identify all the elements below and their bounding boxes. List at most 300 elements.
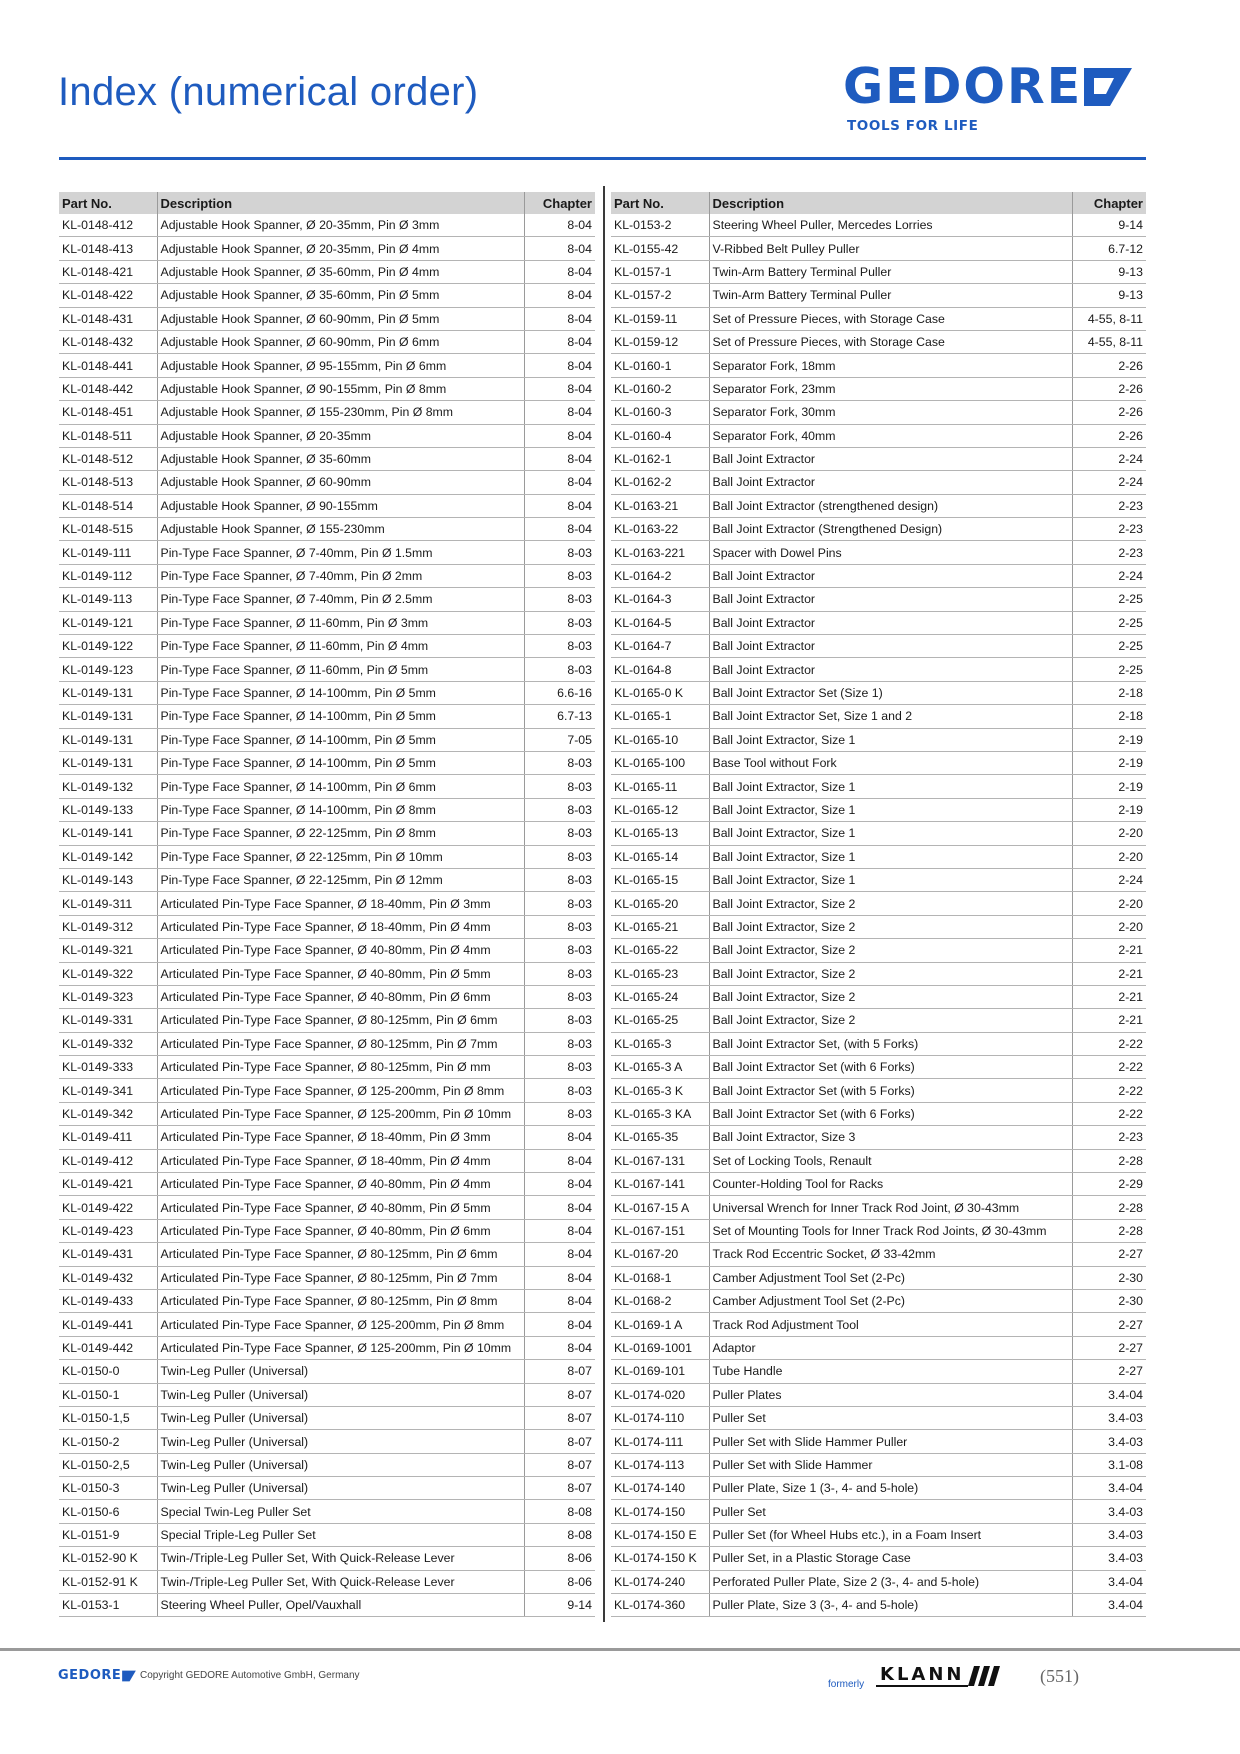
description-cell: Twin-Leg Puller (Universal) [157,1406,524,1429]
part-number-cell: KL-0162-2 [611,471,709,494]
description-cell: Puller Plates [709,1383,1072,1406]
description-cell: Ball Joint Extractor [709,471,1072,494]
part-number-cell: KL-0174-110 [611,1406,709,1429]
chapter-cell: 8-03 [524,658,595,681]
chapter-cell: 2-25 [1072,588,1146,611]
part-number-cell: KL-0169-1001 [611,1336,709,1359]
table-row [59,705,595,728]
chapter-cell: 2-24 [1072,868,1146,891]
chapter-cell: 2-19 [1072,751,1146,774]
part-number-cell: KL-0165-14 [611,845,709,868]
table-row [611,284,1146,307]
table-row [59,1547,595,1570]
part-number-cell: KL-0163-221 [611,541,709,564]
chapter-cell: 8-03 [524,1056,595,1079]
chapter-cell: 2-19 [1072,728,1146,751]
table-row [611,1336,1146,1359]
description-cell: Ball Joint Extractor, Size 2 [709,1009,1072,1032]
description-cell: Ball Joint Extractor [709,588,1072,611]
description-cell: Twin-Leg Puller (Universal) [157,1453,524,1476]
table-row [59,892,595,915]
part-number-cell: KL-0153-1 [59,1594,157,1617]
description-cell: Articulated Pin-Type Face Spanner, Ø 40-80mm, Pin Ø 5mm [157,1196,524,1219]
part-number-cell: KL-0149-331 [59,1009,157,1032]
table-row [59,868,595,891]
description-cell: Ball Joint Extractor, Size 1 [709,728,1072,751]
description-cell: Puller Set with Slide Hammer [709,1453,1072,1476]
part-number-cell: KL-0167-151 [611,1219,709,1242]
part-number-cell: KL-0149-312 [59,915,157,938]
description-cell: Separator Fork, 23mm [709,377,1072,400]
description-cell: Set of Mounting Tools for Inner Track Rod Joints, Ø 30-43mm [709,1219,1072,1242]
description-cell: Twin-Arm Battery Terminal Puller [709,260,1072,283]
part-number-cell: KL-0149-321 [59,939,157,962]
header-part-no: Part No. [59,192,157,214]
chapter-cell: 8-03 [524,915,595,938]
gedore-logo [843,58,1148,134]
part-number-cell: KL-0149-342 [59,1102,157,1125]
table-row [59,915,595,938]
description-cell: Ball Joint Extractor, Size 1 [709,822,1072,845]
description-cell: Pin-Type Face Spanner, Ø 7-40mm, Pin Ø 1.5mm [157,541,524,564]
chapter-cell: 2-23 [1072,494,1146,517]
description-cell: Separator Fork, 18mm [709,354,1072,377]
part-number-cell: KL-0165-24 [611,985,709,1008]
table-row [59,1500,595,1523]
footer-divider [0,1648,1240,1651]
description-cell: Track Rod Adjustment Tool [709,1313,1072,1336]
description-cell: Ball Joint Extractor, Size 3 [709,1126,1072,1149]
chapter-cell: 8-04 [524,1149,595,1172]
description-cell: Ball Joint Extractor [709,564,1072,587]
chapter-cell: 8-03 [524,868,595,891]
chapter-cell: 8-03 [524,1009,595,1032]
part-number-cell: KL-0160-2 [611,377,709,400]
part-number-cell: KL-0150-1 [59,1383,157,1406]
table-row [611,705,1146,728]
chapter-cell: 8-06 [524,1570,595,1593]
table-row [59,424,595,447]
description-cell: Puller Set, in a Plastic Storage Case [709,1547,1072,1570]
description-cell: Set of Locking Tools, Renault [709,1149,1072,1172]
table-row [611,1313,1146,1336]
description-cell: Articulated Pin-Type Face Spanner, Ø 18-40mm, Pin Ø 4mm [157,1149,524,1172]
chapter-cell: 2-28 [1072,1219,1146,1242]
description-cell: Twin-/Triple-Leg Puller Set, With Quick-Release Lever [157,1547,524,1570]
part-number-cell: KL-0167-20 [611,1243,709,1266]
chapter-cell: 8-03 [524,564,595,587]
description-cell: Separator Fork, 40mm [709,424,1072,447]
description-cell: Ball Joint Extractor Set (with 6 Forks) [709,1056,1072,1079]
part-number-cell: KL-0149-422 [59,1196,157,1219]
description-cell: Articulated Pin-Type Face Spanner, Ø 40-80mm, Pin Ø 4mm [157,939,524,962]
table-row [611,1360,1146,1383]
part-number-cell: KL-0149-143 [59,868,157,891]
part-number-cell: KL-0150-6 [59,1500,157,1523]
part-number-cell: KL-0148-514 [59,494,157,517]
table-row [611,1547,1146,1570]
table-row [611,471,1146,494]
description-cell: Adjustable Hook Spanner, Ø 20-35mm, Pin Ø 3mm [157,214,524,237]
description-cell: Articulated Pin-Type Face Spanner, Ø 80-125mm, Pin Ø 7mm [157,1266,524,1289]
table-row [611,1056,1146,1079]
table-row [59,1523,595,1546]
description-cell: Ball Joint Extractor, Size 2 [709,939,1072,962]
description-cell: Articulated Pin-Type Face Spanner, Ø 80-125mm, Pin Ø 8mm [157,1289,524,1312]
table-row [59,845,595,868]
description-cell: Ball Joint Extractor Set, (with 5 Forks) [709,1032,1072,1055]
table-row [611,868,1146,891]
table-row [59,588,595,611]
description-cell: Puller Plate, Size 1 (3-, 4- and 5-hole) [709,1477,1072,1500]
chapter-cell: 2-26 [1072,354,1146,377]
table-row [611,401,1146,424]
table-row [611,588,1146,611]
part-number-cell: KL-0148-451 [59,401,157,424]
part-number-cell: KL-0149-323 [59,985,157,1008]
chapter-cell: 8-03 [524,635,595,658]
copyright-text: Copyright GEDORE Automotive GmbH, Germany [140,1670,360,1681]
description-cell: Articulated Pin-Type Face Spanner, Ø 125-200mm, Pin Ø 8mm [157,1313,524,1336]
chapter-cell: 8-04 [524,424,595,447]
table-row [611,330,1146,353]
part-number-cell: KL-0148-422 [59,284,157,307]
footer-gedore-logo [58,1668,136,1683]
part-number-cell: KL-0157-1 [611,260,709,283]
table-row [59,985,595,1008]
part-number-cell: KL-0149-131 [59,705,157,728]
table-row [611,681,1146,704]
part-number-cell: KL-0149-131 [59,681,157,704]
part-number-cell: KL-0174-113 [611,1453,709,1476]
table-row [611,775,1146,798]
part-number-cell: KL-0150-2 [59,1430,157,1453]
part-number-cell: KL-0165-0 K [611,681,709,704]
table-row [59,518,595,541]
part-number-cell: KL-0165-25 [611,1009,709,1032]
table-row [611,307,1146,330]
chapter-cell: 8-07 [524,1383,595,1406]
chapter-cell: 2-25 [1072,611,1146,634]
chapter-cell: 8-03 [524,892,595,915]
chapter-cell: 8-03 [524,939,595,962]
part-number-cell: KL-0149-412 [59,1149,157,1172]
chapter-cell: 3.4-03 [1072,1523,1146,1546]
chapter-cell: 8-03 [524,775,595,798]
table-row [611,1266,1146,1289]
chapter-cell: 3.1-08 [1072,1453,1146,1476]
description-cell: Track Rod Eccentric Socket, Ø 33-42mm [709,1243,1072,1266]
chapter-cell: 8-04 [524,1289,595,1312]
table-row [59,1173,595,1196]
chapter-cell: 8-04 [524,518,595,541]
table-row [611,260,1146,283]
part-number-cell: KL-0148-421 [59,260,157,283]
table-row [59,1594,595,1617]
table-row [611,1102,1146,1125]
chapter-cell: 8-04 [524,1219,595,1242]
part-number-cell: KL-0149-442 [59,1336,157,1359]
chapter-cell: 2-24 [1072,471,1146,494]
table-row [59,1079,595,1102]
description-cell: Adjustable Hook Spanner, Ø 20-35mm, Pin Ø 4mm [157,237,524,260]
chapter-cell: 2-21 [1072,939,1146,962]
description-cell: Pin-Type Face Spanner, Ø 14-100mm, Pin Ø 6mm [157,775,524,798]
description-cell: Ball Joint Extractor Set, Size 1 and 2 [709,705,1072,728]
description-cell: Articulated Pin-Type Face Spanner, Ø 18-40mm, Pin Ø 3mm [157,1126,524,1149]
chapter-cell: 2-26 [1072,401,1146,424]
description-cell: Pin-Type Face Spanner, Ø 11-60mm, Pin Ø 5mm [157,658,524,681]
part-number-cell: KL-0165-3 KA [611,1102,709,1125]
part-number-cell: KL-0149-333 [59,1056,157,1079]
chapter-cell: 8-04 [524,214,595,237]
chapter-cell: 8-04 [524,354,595,377]
table-row [59,401,595,424]
chapter-cell: 8-04 [524,1266,595,1289]
part-number-cell: KL-0152-90 K [59,1547,157,1570]
table-row [611,1149,1146,1172]
chapter-cell: 6.6-16 [524,681,595,704]
chapter-cell: 8-04 [524,260,595,283]
part-number-cell: KL-0168-1 [611,1266,709,1289]
logo-tagline: TOOLS FOR LIFE [847,118,979,134]
part-number-cell: KL-0149-121 [59,611,157,634]
chapter-cell: 9-14 [1072,214,1146,237]
description-cell: Articulated Pin-Type Face Spanner, Ø 40-80mm, Pin Ø 4mm [157,1173,524,1196]
table-row [59,377,595,400]
description-cell: Articulated Pin-Type Face Spanner, Ø 125-200mm, Pin Ø 10mm [157,1102,524,1125]
description-cell: Ball Joint Extractor, Size 1 [709,868,1072,891]
klann-logo [876,1665,1002,1687]
chapter-cell: 2-20 [1072,915,1146,938]
chapter-cell: 2-23 [1072,541,1146,564]
description-cell: Puller Set [709,1500,1072,1523]
description-cell: Adjustable Hook Spanner, Ø 155-230mm, Pin Ø 8mm [157,401,524,424]
description-cell: Articulated Pin-Type Face Spanner, Ø 125-200mm, Pin Ø 10mm [157,1336,524,1359]
table-row [59,237,595,260]
table-row [611,658,1146,681]
chapter-cell: 3.4-03 [1072,1430,1146,1453]
chapter-cell: 8-03 [524,1102,595,1125]
part-number-cell: KL-0148-512 [59,447,157,470]
description-cell: Pin-Type Face Spanner, Ø 14-100mm, Pin Ø 5mm [157,681,524,704]
table-row [611,447,1146,470]
description-cell: Ball Joint Extractor, Size 2 [709,915,1072,938]
chapter-cell: 2-25 [1072,635,1146,658]
table-row [59,822,595,845]
table-row [59,681,595,704]
part-number-cell: KL-0174-240 [611,1570,709,1593]
part-number-cell: KL-0159-12 [611,330,709,353]
description-cell: Counter-Holding Tool for Racks [709,1173,1072,1196]
part-number-cell: KL-0165-21 [611,915,709,938]
description-cell: Articulated Pin-Type Face Spanner, Ø 80-125mm, Pin Ø mm [157,1056,524,1079]
table-row [59,775,595,798]
header-description: Description [709,192,1072,214]
description-cell: Ball Joint Extractor Set (with 6 Forks) [709,1102,1072,1125]
chapter-cell: 2-19 [1072,775,1146,798]
footer-brand: GEDORE [58,1668,122,1683]
description-cell: Steering Wheel Puller, Mercedes Lorries [709,214,1072,237]
description-cell: Articulated Pin-Type Face Spanner, Ø 125-200mm, Pin Ø 8mm [157,1079,524,1102]
part-number-cell: KL-0164-8 [611,658,709,681]
table-row [59,214,595,237]
table-row [611,1219,1146,1242]
description-cell: Ball Joint Extractor, Size 1 [709,845,1072,868]
description-cell: Articulated Pin-Type Face Spanner, Ø 40-80mm, Pin Ø 6mm [157,1219,524,1242]
part-number-cell: KL-0159-11 [611,307,709,330]
chapter-cell: 2-21 [1072,962,1146,985]
table-row [59,1430,595,1453]
description-cell: Ball Joint Extractor, Size 2 [709,962,1072,985]
part-number-cell: KL-0152-91 K [59,1570,157,1593]
header-part-no: Part No. [611,192,709,214]
chapter-cell: 8-04 [524,284,595,307]
description-cell: Pin-Type Face Spanner, Ø 11-60mm, Pin Ø 4mm [157,635,524,658]
part-number-cell: KL-0149-431 [59,1243,157,1266]
part-number-cell: KL-0162-1 [611,447,709,470]
chapter-cell: 8-04 [524,377,595,400]
table-row [59,1056,595,1079]
description-cell: Ball Joint Extractor (strengthened design) [709,494,1072,517]
description-cell: Pin-Type Face Spanner, Ø 14-100mm, Pin Ø 5mm [157,728,524,751]
chapter-cell: 2-25 [1072,658,1146,681]
table-row [611,1500,1146,1523]
chapter-cell: 3.4-04 [1072,1477,1146,1500]
part-number-cell: KL-0150-3 [59,1477,157,1500]
table-row [59,1009,595,1032]
part-number-cell: KL-0174-111 [611,1430,709,1453]
chapter-cell: 2-29 [1072,1173,1146,1196]
chapter-cell: 8-07 [524,1406,595,1429]
table-row [59,1126,595,1149]
description-cell: V-Ribbed Belt Pulley Puller [709,237,1072,260]
chapter-cell: 8-03 [524,845,595,868]
header-chapter: Chapter [1072,192,1146,214]
description-cell: Camber Adjustment Tool Set (2-Pc) [709,1266,1072,1289]
table-row [611,845,1146,868]
chapter-cell: 2-28 [1072,1149,1146,1172]
description-cell: Ball Joint Extractor (Strengthened Design) [709,518,1072,541]
part-number-cell: KL-0174-020 [611,1383,709,1406]
description-cell: Adjustable Hook Spanner, Ø 60-90mm [157,471,524,494]
description-cell: Pin-Type Face Spanner, Ø 22-125mm, Pin Ø 10mm [157,845,524,868]
logo-wordmark: GEDORE [843,58,1083,115]
part-number-cell: KL-0148-513 [59,471,157,494]
part-number-cell: KL-0149-131 [59,751,157,774]
part-number-cell: KL-0165-22 [611,939,709,962]
table-row [59,1383,595,1406]
table-row [611,564,1146,587]
part-number-cell: KL-0165-12 [611,798,709,821]
part-number-cell: KL-0149-433 [59,1289,157,1312]
description-cell: Steering Wheel Puller, Opel/Vauxhall [157,1594,524,1617]
chapter-cell: 7-05 [524,728,595,751]
description-cell: Pin-Type Face Spanner, Ø 22-125mm, Pin Ø 12mm [157,868,524,891]
description-cell: Puller Plate, Size 3 (3-, 4- and 5-hole) [709,1594,1072,1617]
part-number-cell: KL-0148-412 [59,214,157,237]
description-cell: Twin-/Triple-Leg Puller Set, With Quick-Release Lever [157,1570,524,1593]
description-cell: Special Triple-Leg Puller Set [157,1523,524,1546]
description-cell: Pin-Type Face Spanner, Ø 14-100mm, Pin Ø 8mm [157,798,524,821]
chapter-cell: 2-21 [1072,1009,1146,1032]
part-number-cell: KL-0148-511 [59,424,157,447]
description-cell: Adjustable Hook Spanner, Ø 90-155mm, Pin Ø 8mm [157,377,524,400]
part-number-cell: KL-0149-432 [59,1266,157,1289]
table-row [611,728,1146,751]
part-number-cell: KL-0149-112 [59,564,157,587]
table-row [59,658,595,681]
description-cell: Ball Joint Extractor [709,447,1072,470]
part-number-cell: KL-0149-141 [59,822,157,845]
chapter-cell: 8-03 [524,611,595,634]
description-cell: Perforated Puller Plate, Size 2 (3-, 4- and 5-hole) [709,1570,1072,1593]
table-row [611,1430,1146,1453]
part-number-cell: KL-0174-360 [611,1594,709,1617]
description-cell: Spacer with Dowel Pins [709,541,1072,564]
chapter-cell: 9-14 [524,1594,595,1617]
header-chapter: Chapter [524,192,595,214]
table-row [611,494,1146,517]
description-cell: Pin-Type Face Spanner, Ø 11-60mm, Pin Ø 3mm [157,611,524,634]
description-cell: Ball Joint Extractor Set (Size 1) [709,681,1072,704]
part-number-cell: KL-0149-113 [59,588,157,611]
page-title: Index (numerical order) [58,70,479,114]
description-cell: Twin-Leg Puller (Universal) [157,1360,524,1383]
part-number-cell: KL-0165-100 [611,751,709,774]
part-number-cell: KL-0164-2 [611,564,709,587]
description-cell: Universal Wrench for Inner Track Rod Joint, Ø 30-43mm [709,1196,1072,1219]
part-number-cell: KL-0174-150 K [611,1547,709,1570]
part-number-cell: KL-0151-9 [59,1523,157,1546]
part-number-cell: KL-0165-11 [611,775,709,798]
table-row [59,1570,595,1593]
chapter-cell: 2-26 [1072,424,1146,447]
description-cell: Twin-Leg Puller (Universal) [157,1430,524,1453]
column-divider [603,186,605,1622]
chapter-cell: 9-13 [1072,284,1146,307]
chapter-cell: 8-04 [524,307,595,330]
chapter-cell: 2-19 [1072,798,1146,821]
table-row [611,1523,1146,1546]
description-cell: Camber Adjustment Tool Set (2-Pc) [709,1289,1072,1312]
table-row [611,751,1146,774]
chapter-cell: 6.7-12 [1072,237,1146,260]
table-row [611,1453,1146,1476]
chapter-cell: 8-04 [524,237,595,260]
table-row [611,985,1146,1008]
chapter-cell: 3.4-03 [1072,1406,1146,1429]
table-row [59,494,595,517]
klann-stripes-icon [968,1666,1002,1686]
description-cell: Ball Joint Extractor, Size 1 [709,775,1072,798]
part-number-cell: KL-0149-421 [59,1173,157,1196]
description-cell: Pin-Type Face Spanner, Ø 7-40mm, Pin Ø 2mm [157,564,524,587]
table-row [59,1360,595,1383]
description-cell: Ball Joint Extractor [709,658,1072,681]
description-cell: Ball Joint Extractor, Size 1 [709,798,1072,821]
chapter-cell: 8-07 [524,1360,595,1383]
table-row [611,1009,1146,1032]
part-number-cell: KL-0148-432 [59,330,157,353]
part-number-cell: KL-0165-13 [611,822,709,845]
description-cell: Adjustable Hook Spanner, Ø 60-90mm, Pin Ø 5mm [157,307,524,330]
chapter-cell: 8-03 [524,822,595,845]
table-header-row [611,192,1146,214]
description-cell: Articulated Pin-Type Face Spanner, Ø 40-80mm, Pin Ø 6mm [157,985,524,1008]
part-number-cell: KL-0165-1 [611,705,709,728]
part-number-cell: KL-0169-1 A [611,1313,709,1336]
